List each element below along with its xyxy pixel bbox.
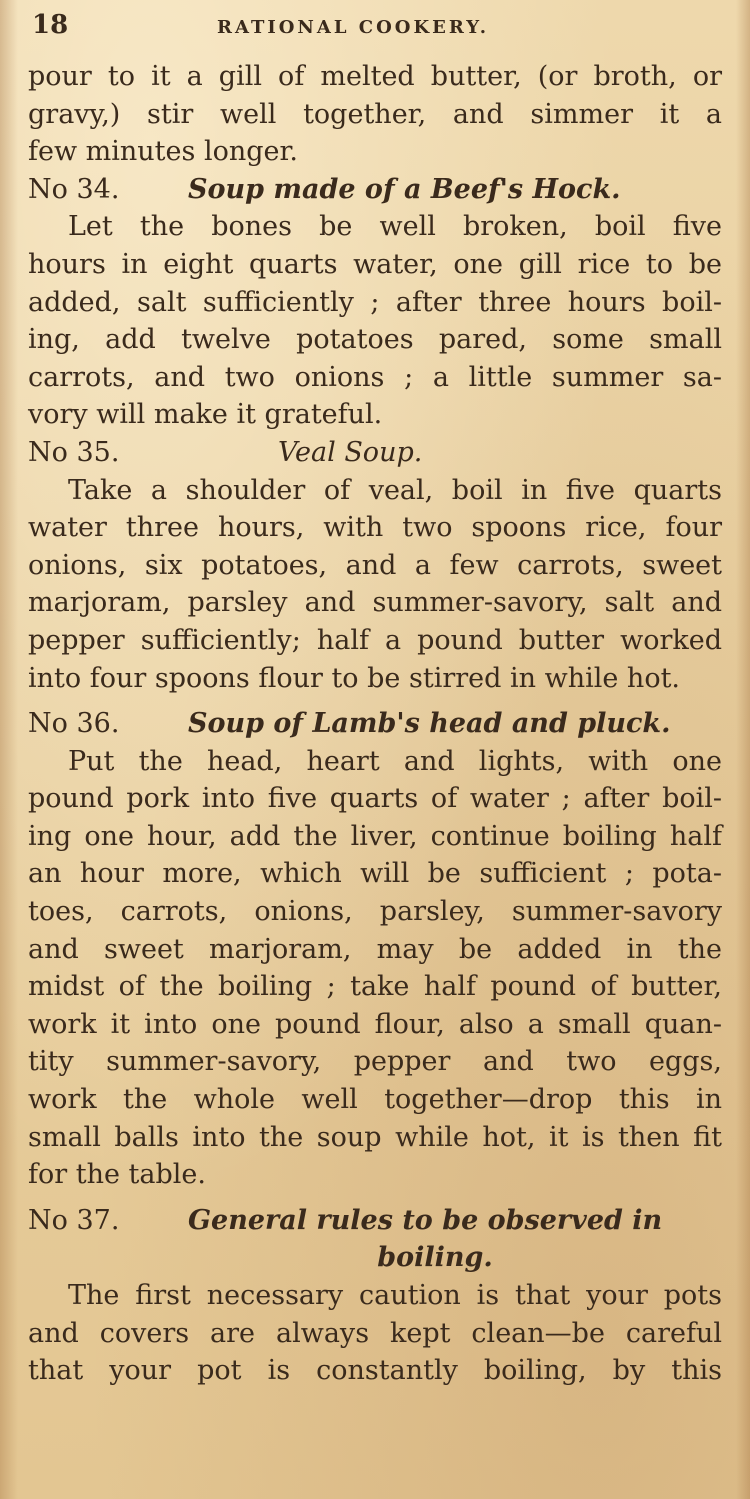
recipe-title-continuation: boiling. [377,1242,493,1274]
recipe-36 [28,705,722,1194]
text-line: for the table. [28,1159,206,1191]
text-line: pound pork into five quarts of water ; after boil- [28,783,722,815]
recipe-title: General rules to be observed in [188,1204,663,1236]
recipe-number: No 36. [28,708,120,740]
text-line: The first necessary caution is that your pots [68,1280,722,1311]
text-line: and sweet marjoram, may be added in the [28,933,722,965]
intro-paragraph [28,58,722,171]
text-line: few minutes longer. [28,136,299,168]
recipe-heading [28,1202,722,1240]
recipe-number: No 34. [28,173,120,205]
recipe-number: No 37. [28,1204,120,1236]
text-line: small balls into the soup while hot, it is then fit [28,1121,722,1153]
recipe-title: Soup of Lamb's head and pluck. [188,708,671,740]
text-line: vory will make it grateful. [28,399,383,431]
spacer [28,1194,722,1202]
text-line: tity summer-savory, pepper and two eggs, [28,1046,722,1078]
page-number: 18 [32,10,69,40]
text-line: work the whole well together—drop this in [28,1084,722,1116]
text-line: that your pot is constantly boiling, by this [28,1355,722,1387]
page-header [28,10,722,58]
text-line: gravy,) stir well together, and simmer it a [28,98,722,130]
text-line: carrots, and two onions ; a little summer sa- [28,361,722,393]
text-line: pour to it a gill of melted butter, (or broth, or [28,61,722,92]
text-line: into four spoons flour to be stirred in while hot. [28,662,681,694]
page-body [28,58,722,1390]
text-line: an hour more, which will be sufficient ; pota- [28,858,722,890]
recipe-heading [28,171,722,209]
recipe-title: Soup made of a Beef's Hock. [188,173,621,205]
text-line: marjoram, parsley and summer-savory, salt and [28,587,722,619]
spacer [28,697,722,705]
text-line: toes, carrots, onions, parsley, summer-savory [28,896,722,928]
text-line: and covers are always kept clean—be careful [28,1317,722,1349]
text-line: Let the bones be well broken, boil five [68,211,722,243]
text-line: Put the head, heart and lights, with one [68,745,722,777]
text-line: pepper sufficiently; half a pound butter worked [28,624,722,656]
running-head: RATIONAL COOKERY. [217,17,490,38]
recipe-34 [28,171,722,434]
recipe-heading [28,434,722,472]
text-line: hours in eight quarts water, one gill rice to be [28,248,722,280]
recipe-heading [28,705,722,743]
recipe-37 [28,1202,722,1390]
text-line: ing, add twelve potatoes pared, some small [28,324,722,356]
recipe-number: No 35. [28,436,120,468]
text-line: onions, six potatoes, and a few carrots, sweet [28,549,722,581]
text-line: midst of the boiling ; take half pound of butter, [28,971,722,1003]
text-line: work it into one pound flour, also a small quan- [28,1008,722,1040]
recipe-title: Veal Soup. [278,436,423,468]
text-line: added, salt sufficiently ; after three hours boil- [28,286,722,318]
recipe-35 [28,434,722,697]
text-line: ing one hour, add the liver, continue boiling half [28,820,722,852]
text-line: Take a shoulder of veal, boil in five quarts [68,474,722,506]
text-line: water three hours, with two spoons rice, four [28,512,722,544]
